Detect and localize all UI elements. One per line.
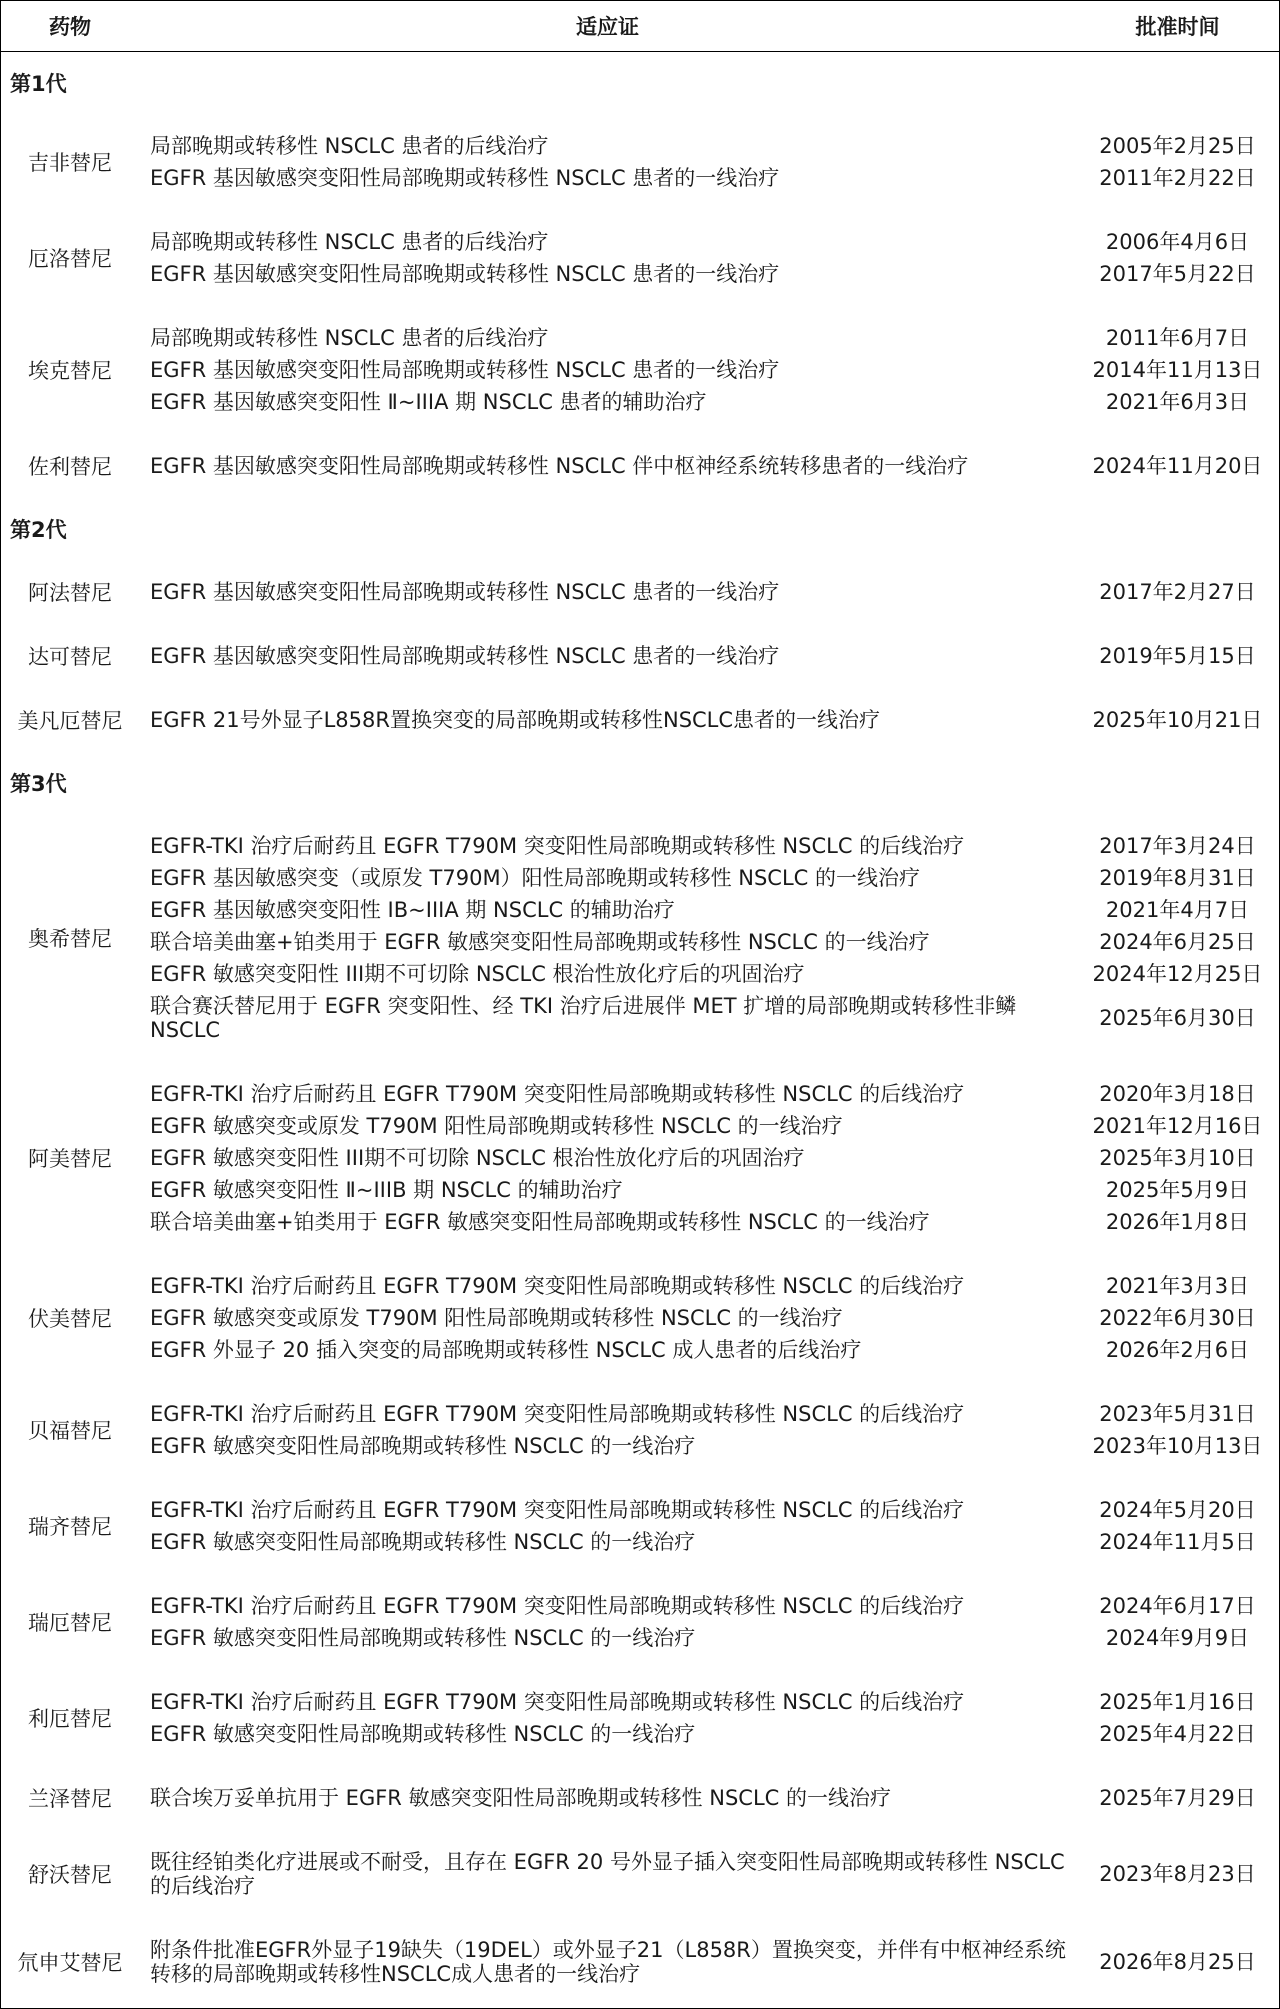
indication-text: EGFR 基因敏感突变阳性 Ⅱ~IIIA 期 NSCLC 患者的辅助治疗 <box>150 390 707 414</box>
indication-cell <box>140 1062 1075 1254</box>
table-header-row <box>0 0 1280 52</box>
approval-date: 2024年12月25日 <box>1092 962 1263 986</box>
approval-date: 2025年7月29日 <box>1099 1786 1256 1810</box>
table-row <box>0 306 1280 434</box>
drug-name: 阿美替尼 <box>28 1147 112 1171</box>
approval-date: 2011年2月22日 <box>1099 166 1256 190</box>
table-row <box>0 1478 1280 1574</box>
indication-cell <box>140 1766 1075 1830</box>
table-row <box>0 1254 1280 1382</box>
table-row <box>0 1382 1280 1478</box>
indication-text: 联合赛沃替尼用于 EGFR 突变阳性、经 TKI 治疗后进展伴 MET 扩增的局部晚期或转移性非鳞 NSCLC <box>150 994 1017 1042</box>
drug-name: 瑞齐替尼 <box>28 1515 112 1539</box>
indication-text: 既往经铂类化疗进展或不耐受，且存在 EGFR 20 号外显子插入突变阳性局部晚期或转移性 NSCLC 的后线治疗 <box>150 1850 1065 1898</box>
indication-cell <box>140 1574 1075 1670</box>
approval-date: 2006年4月6日 <box>1105 230 1250 254</box>
approval-date-cell <box>1075 814 1280 1062</box>
indication-text: EGFR 基因敏感突变阳性局部晚期或转移性 NSCLC 伴中枢神经系统转移患者的一线治疗 <box>150 454 969 478</box>
drug-name: 贝福替尼 <box>28 1419 112 1443</box>
table-row <box>0 814 1280 1062</box>
generation-row <box>0 52 1280 115</box>
header-indication: 适应证 <box>140 0 1075 52</box>
approval-date: 2021年12月16日 <box>1092 1114 1263 1138</box>
indication-cell <box>140 306 1075 434</box>
approval-date: 2024年11月20日 <box>1092 454 1263 478</box>
drug-name: 达可替尼 <box>28 645 112 669</box>
approval-date-cell <box>1075 1382 1280 1478</box>
approval-date-cell <box>1075 1254 1280 1382</box>
approval-date: 2024年11月5日 <box>1099 1530 1256 1554</box>
approval-date: 2017年2月27日 <box>1099 580 1256 604</box>
table-row <box>0 1670 1280 1766</box>
approval-date: 2025年3月10日 <box>1099 1146 1256 1170</box>
approval-date: 2024年6月17日 <box>1099 1594 1256 1618</box>
indication-cell <box>140 1918 1075 2006</box>
table-row <box>0 1574 1280 1670</box>
indication-cell <box>140 624 1075 688</box>
approval-date: 2025年6月30日 <box>1099 1006 1256 1030</box>
table-row <box>0 1918 1280 2006</box>
approval-date: 2023年10月13日 <box>1092 1434 1263 1458</box>
approval-date-cell <box>1075 1478 1280 1574</box>
indication-text: EGFR 外显子 20 插入突变的局部晚期或转移性 NSCLC 成人患者的后线治疗 <box>150 1338 862 1362</box>
approval-date-cell <box>1075 114 1280 210</box>
indication-text: EGFR-TKI 治疗后耐药且 EGFR T790M 突变阳性局部晚期或转移性 NSCLC 的后线治疗 <box>150 1274 965 1298</box>
drug-name: 阿法替尼 <box>28 581 112 605</box>
indication-text: 局部晚期或转移性 NSCLC 患者的后线治疗 <box>150 230 549 254</box>
approval-date-cell <box>1075 624 1280 688</box>
approval-date: 2019年8月31日 <box>1099 866 1256 890</box>
table-body <box>0 52 1280 2007</box>
indication-text: 局部晚期或转移性 NSCLC 患者的后线治疗 <box>150 134 549 158</box>
indication-text: EGFR-TKI 治疗后耐药且 EGFR T790M 突变阳性局部晚期或转移性 NSCLC 的后线治疗 <box>150 1594 965 1618</box>
approval-date-cell <box>1075 688 1280 752</box>
indication-cell <box>140 210 1075 306</box>
approval-date: 2024年9月9日 <box>1105 1626 1250 1650</box>
indication-text: EGFR 基因敏感突变（或原发 T790M）阳性局部晚期或转移性 NSCLC 的一线治疗 <box>150 866 921 890</box>
indication-text: EGFR 基因敏感突变阳性局部晚期或转移性 NSCLC 患者的一线治疗 <box>150 358 780 382</box>
drug-name: 利厄替尼 <box>28 1707 112 1731</box>
indication-cell <box>140 814 1075 1062</box>
indication-text: EGFR 基因敏感突变阳性局部晚期或转移性 NSCLC 患者的一线治疗 <box>150 262 780 286</box>
approval-date-cell <box>1075 1574 1280 1670</box>
indication-text: EGFR-TKI 治疗后耐药且 EGFR T790M 突变阳性局部晚期或转移性 NSCLC 的后线治疗 <box>150 1690 965 1714</box>
approval-date: 2023年5月31日 <box>1099 1402 1256 1426</box>
approval-date-cell <box>1075 1830 1280 1918</box>
approval-date: 2014年11月13日 <box>1092 358 1263 382</box>
drug-name: 兰泽替尼 <box>28 1787 112 1811</box>
drug-name: 伏美替尼 <box>28 1307 112 1331</box>
approval-date: 2025年4月22日 <box>1099 1722 1256 1746</box>
indication-text: EGFR-TKI 治疗后耐药且 EGFR T790M 突变阳性局部晚期或转移性 NSCLC 的后线治疗 <box>150 1082 965 1106</box>
drug-name: 舒沃替尼 <box>28 1863 112 1887</box>
approval-date-cell <box>1075 210 1280 306</box>
drug-name: 氘申艾替尼 <box>17 1951 123 1975</box>
generation-label: 第2代 <box>10 518 67 542</box>
approval-date: 2025年5月9日 <box>1105 1178 1250 1202</box>
approval-date-cell <box>1075 560 1280 624</box>
approval-date: 2005年2月25日 <box>1099 134 1256 158</box>
table-row <box>0 1830 1280 1918</box>
indication-cell <box>140 114 1075 210</box>
indication-text: 联合埃万妥单抗用于 EGFR 敏感突变阳性局部晚期或转移性 NSCLC 的一线治疗 <box>150 1786 891 1810</box>
approval-date: 2024年6月25日 <box>1099 930 1256 954</box>
approval-date-cell <box>1075 1766 1280 1830</box>
approval-date-cell <box>1075 1670 1280 1766</box>
approval-date: 2021年4月7日 <box>1105 898 1250 922</box>
indication-cell <box>140 688 1075 752</box>
indication-text: EGFR 敏感突变阳性局部晚期或转移性 NSCLC 的一线治疗 <box>150 1434 696 1458</box>
approval-date: 2024年5月20日 <box>1099 1498 1256 1522</box>
approval-date: 2026年8月25日 <box>1099 1950 1256 1974</box>
table-row <box>0 560 1280 624</box>
indication-cell <box>140 1254 1075 1382</box>
approval-date: 2021年6月3日 <box>1105 390 1250 414</box>
indication-text: 附条件批准EGFR外显子19缺失（19DEL）或外显子21（L858R）置换突变，并伴有中枢神经系统转移的局部晚期或转移性NSCLC成人患者的一线治疗 <box>150 1938 1066 1986</box>
indication-text: 局部晚期或转移性 NSCLC 患者的后线治疗 <box>150 326 549 350</box>
approval-date: 2017年5月22日 <box>1099 262 1256 286</box>
approval-date: 2019年5月15日 <box>1099 644 1256 668</box>
indication-cell <box>140 434 1075 498</box>
indication-cell <box>140 1830 1075 1918</box>
table-row <box>0 624 1280 688</box>
indication-text: EGFR 敏感突变阳性局部晚期或转移性 NSCLC 的一线治疗 <box>150 1722 696 1746</box>
indication-text: EGFR 基因敏感突变阳性局部晚期或转移性 NSCLC 患者的一线治疗 <box>150 166 780 190</box>
drug-name: 瑞厄替尼 <box>28 1611 112 1635</box>
drug-name: 佐利替尼 <box>28 455 112 479</box>
approval-date: 2017年3月24日 <box>1099 834 1256 858</box>
indication-text: EGFR 敏感突变阳性局部晚期或转移性 NSCLC 的一线治疗 <box>150 1626 696 1650</box>
indication-text: 联合培美曲塞+铂类用于 EGFR 敏感突变阳性局部晚期或转移性 NSCLC 的一线治疗 <box>150 930 930 954</box>
indication-text: EGFR 基因敏感突变阳性局部晚期或转移性 NSCLC 患者的一线治疗 <box>150 644 780 668</box>
indication-text: EGFR-TKI 治疗后耐药且 EGFR T790M 突变阳性局部晚期或转移性 NSCLC 的后线治疗 <box>150 1402 965 1426</box>
header-approval-date: 批准时间 <box>1075 0 1280 52</box>
approval-date-cell <box>1075 434 1280 498</box>
approval-date: 2026年2月6日 <box>1105 1338 1250 1362</box>
approval-date-cell <box>1075 1062 1280 1254</box>
indication-text: EGFR 敏感突变或原发 T790M 阳性局部晚期或转移性 NSCLC 的一线治疗 <box>150 1114 843 1138</box>
table-row <box>0 434 1280 498</box>
indication-cell <box>140 560 1075 624</box>
table-row <box>0 210 1280 306</box>
indication-text: EGFR 基因敏感突变阳性 ⅠB~IIIA 期 NSCLC 的辅助治疗 <box>150 898 675 922</box>
indication-text: EGFR 敏感突变阳性 Ⅱ~IIIB 期 NSCLC 的辅助治疗 <box>150 1178 623 1202</box>
table-row <box>0 1766 1280 1830</box>
indication-text: EGFR 敏感突变或原发 T790M 阳性局部晚期或转移性 NSCLC 的一线治疗 <box>150 1306 843 1330</box>
drug-name: 美凡厄替尼 <box>17 709 123 733</box>
generation-label: 第3代 <box>10 772 67 796</box>
indication-text: EGFR 敏感突变阳性 III期不可切除 NSCLC 根治性放化疗后的巩固治疗 <box>150 1146 805 1170</box>
indication-cell <box>140 1382 1075 1478</box>
generation-label: 第1代 <box>10 72 67 96</box>
indication-cell <box>140 1478 1075 1574</box>
indication-text: EGFR-TKI 治疗后耐药且 EGFR T790M 突变阳性局部晚期或转移性 NSCLC 的后线治疗 <box>150 834 965 858</box>
indication-text: EGFR 基因敏感突变阳性局部晚期或转移性 NSCLC 患者的一线治疗 <box>150 580 780 604</box>
approval-date: 2023年8月23日 <box>1099 1862 1256 1886</box>
indication-text: EGFR 敏感突变阳性 III期不可切除 NSCLC 根治性放化疗后的巩固治疗 <box>150 962 805 986</box>
approval-date: 2025年10月21日 <box>1092 708 1263 732</box>
approval-date-cell <box>1075 1918 1280 2006</box>
approval-date: 2025年1月16日 <box>1099 1690 1256 1714</box>
header-drug: 药物 <box>0 0 140 52</box>
drug-name: 奥希替尼 <box>28 927 112 951</box>
indication-cell <box>140 1670 1075 1766</box>
indication-text: EGFR 敏感突变阳性局部晚期或转移性 NSCLC 的一线治疗 <box>150 1530 696 1554</box>
generation-row <box>0 752 1280 814</box>
indication-text: EGFR 21号外显子L858R置换突变的局部晚期或转移性NSCLC患者的一线治疗 <box>150 708 881 732</box>
indication-text: EGFR-TKI 治疗后耐药且 EGFR T790M 突变阳性局部晚期或转移性 NSCLC 的后线治疗 <box>150 1498 965 1522</box>
approval-date: 2026年1月8日 <box>1105 1210 1250 1234</box>
approval-date: 2021年3月3日 <box>1105 1274 1250 1298</box>
table-row <box>0 688 1280 752</box>
approval-date: 2011年6月7日 <box>1105 326 1250 350</box>
table-row <box>0 1062 1280 1254</box>
approval-date: 2020年3月18日 <box>1099 1082 1256 1106</box>
indication-text: 联合培美曲塞+铂类用于 EGFR 敏感突变阳性局部晚期或转移性 NSCLC 的一线治疗 <box>150 1210 930 1234</box>
approval-date: 2022年6月30日 <box>1099 1306 1256 1330</box>
table-row <box>0 114 1280 210</box>
drug-name: 吉非替尼 <box>28 151 112 175</box>
generation-row <box>0 498 1280 560</box>
drug-name: 埃克替尼 <box>28 359 112 383</box>
drug-name: 厄洛替尼 <box>28 247 112 271</box>
approval-date-cell <box>1075 306 1280 434</box>
